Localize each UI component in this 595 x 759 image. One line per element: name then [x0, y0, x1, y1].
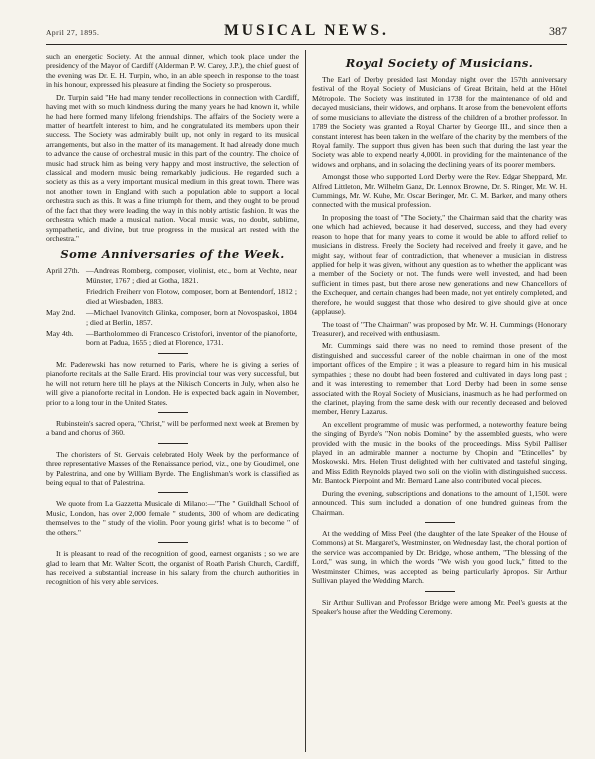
article-paragraph: Mr. Cummings said there was no need to remind those present of the distinguished and successful career of the noble chairman in one of the most important offices of the Empire ; it was a pleasure to regard him in his musical sympathies ; these no doubt had been fostered and cultivated in days long past ; and it was interesting to remember that Lord Derby had been in some sense associated with the Royal Society of Musicians, inasmuch as he had performed on the clarinet, playing from the same desk with our recently deceased and beloved member, Henry Lazarus.	[312, 341, 567, 417]
anniversary-entry	[46, 287, 299, 306]
separator-rule	[158, 492, 188, 493]
article-paragraph: such an energetic Society. At the annual dinner, which took place under the presidency of the Mayor of Cardiff (Alderman P. W. Carey, J.P.), the chief guest of the evening was Dr. E. H. Turpin, who, in an able speech in response to the toast in his honour, expressed his pleasure at finding the Society so prosperous.	[46, 52, 299, 90]
news-item: Rubinstein's sacred opera, "Christ," will be performed next week at Bremen by a band and chorus of 360.	[46, 418, 299, 438]
anniversary-date: April 27th.	[46, 266, 80, 276]
left-column	[46, 52, 299, 752]
page-number: 387	[549, 24, 567, 38]
column-divider	[305, 50, 306, 752]
article-paragraph: An excellent programme of music was performed, a noteworthy feature being the singing of Byrde's "Non nobis Domine" by the assembled guests, who were provided with the music in the books of the proceedings. Miss Sybil Palliser played in an admirable manner a nocturne by Chopin and "Etincelles" by Moskowski. Mrs. Helen Trust delighted with her cultivated and tasteful singing, and Miss Edith Reynolds played two soli on the violin with distinguished success. Mr. Bantock Pierpoint and Mr. Bernard Lane also contributed vocal pieces.	[312, 419, 567, 486]
anniversary-entry	[46, 308, 299, 327]
issue-date: April 27, 1895.	[46, 28, 100, 37]
news-item: At the wedding of Miss Peel (the daughter of the late Speaker of the House of Commons) at St. Margaret's, Westminster, on Wednesday last, the choral portion of the service was accompanied by Dr. Bridge, whose anthem, "The blessing of the Lord," was sung, in which the words "We wish you good luck," fitted to the Westminster Chimes, was accepted as being particularly àpropos. Sir Arthur Sullivan played the Wedding March.	[312, 528, 567, 586]
section-heading-anniversaries: Some Anniversaries of the Week.	[60, 247, 285, 262]
anniversary-text: —Andreas Romberg, composer, violinist, etc., born at Vechte, near Münster, 1767 ; died at Gotha, 1821.	[86, 266, 297, 285]
separator-rule	[158, 353, 188, 354]
news-item: We quote from La Gazzetta Musicale di Milano:—"The " Guildhall School of Music, London, has over 2,000 female " students, 300 of whom are dedicating themselves to the " study of the violin. Poor young girls! what is to become " of the others."	[46, 499, 299, 537]
right-column	[312, 52, 567, 752]
section-heading-royal-society: Royal Society of Musicians.	[345, 56, 534, 70]
anniversary-text: —Michael Ivanovitch Glinka, composer, born at Novospaskoi, 1804 ; died at Berlin, 1857.	[86, 308, 297, 327]
article-paragraph: During the evening, subscriptions and donations to the amount of 1,150l. were announced. This sum included a donation of one hundred guineas from the Chairman.	[312, 488, 567, 517]
news-item: Mr. Paderewski has now returned to Paris, where he is giving a series of pianoforte recitals at the Salle Erard. His provincial tour was very successful, but he will not return here till he plays at the Nikisch Concerts in July, when also he will give a pianoforte recital in London. He is expected back again in November, prior to a long tour in the United States.	[46, 359, 299, 407]
anniversary-entry	[46, 329, 299, 348]
article-paragraph: The toast of "The Chairman" was proposed by Mr. W. H. Cummings (Honorary Treasurer), and received with enthusiasm.	[312, 319, 567, 338]
anniversary-date: May 4th.	[46, 328, 74, 338]
anniversary-date: May 2nd.	[46, 308, 76, 318]
anniversary-text: Friedrich Freiherr von Flotow, composer, born at Bentendorf, 1812 ; died at Wiesbaden, 1883.	[86, 287, 297, 306]
article-paragraph: The Earl of Derby presided last Monday night over the 157th anniversary festival of the Royal Society of Musicians of Great Britain, held at the Hôtel Métropole. The Society was instituted in 1738 for the maintenance of old and decayed musicians, their widows, and orphans. It arose from the benevolent efforts of some musicians to alleviate the distress of the children of a brother professor. In 1789 the Society was granted a Royal Charter by George III., and since then a constant interest has been taken in the welfare of the charity by the members of the Royal family. The support thus given has been such that during the last year the Society was able to expend nearly 4,000l. in providing for the maintenance of the widows and orphans, and in solacing the declining years of its poorer members.	[312, 75, 567, 169]
separator-rule	[425, 522, 455, 523]
separator-rule	[158, 443, 188, 444]
article-paragraph: Amongst those who supported Lord Derby were the Rev. Edgar Sheppard, Mr. Alfred Littleton, Mr. Wilhelm Ganz, Dr. Lennox Browne, Dr. S. Ringer, Mr. W. H. Cummings, Mr. W. Kuhe, Mr. Oscar Beringer, Mr. C. M. Barker, and many others connected with the musical profession.	[312, 172, 567, 210]
separator-rule	[425, 591, 455, 592]
article-paragraph: In proposing the toast of "The Society," the Chairman said that the charity was one which had achieved, because it had deserved, success, and they had every reason to hope that for many years to come it would be able to afford relief to musicians in distress. Freely the Society had received and freely it gave, and he might say, without fear of contradiction, that whenever a musician in distress applied for help it was given, without any question as to whether the applicant was a member of the Society or not. The funds were well invested, and had been sufficient in times past, but there arose new generations and new Chancellors of the Exchequer, and certain changes had been made, not yet entirely completed, and therefore, he would suggest that those who desired to give should give at once (applause).	[312, 212, 567, 317]
separator-rule	[158, 412, 188, 413]
separator-rule	[158, 542, 188, 543]
anniversary-entry	[46, 266, 299, 285]
news-item: The choristers of St. Gervais celebrated Holy Week by the performance of three representative Masses of the Renaissance period, viz., one by Goudimel, one by Palestrina, and one by William Byrde. The Englishman's work is classified as being equal to that of Palestrina.	[46, 449, 299, 488]
anniversary-text: —Bartholommeo di Francesco Cristofori, inventor of the pianoforte, born at Padua, 1655 ; died at Florence, 1731.	[86, 328, 297, 348]
page-header	[46, 22, 567, 45]
news-item: It is pleasant to read of the recognition of good, earnest organists ; so we are glad to learn that Mr. Walter Scott, the organist of Roath Parish Church, Cardiff, has received a substantial increase in his salary from the church authorities in recognition of his very able services.	[46, 549, 299, 587]
masthead-title: MUSICAL NEWS.	[224, 22, 389, 39]
article-paragraph: Dr. Turpin said "He had many tender recollections in connection with Cardiff, having met with so much kindness during the many years he had known it, while he had here formed many lifelong friendships. The affairs of the Society were a matter of heartfelt interest to him, and he congratulated its members upon their success. The Society was admirably built up, not only in regard to its musical arrangements, but also in the matter of its management. It had already done much to advance the cause of orchestral music in this part of the country. The choice of music had struck him as being very happy and most instructive, the selection of classical and modern music being remarkably judicious. He regarded such a society as this as a very important musical medium in this great town. There was not another town in England with such a population able to support a local orchestra such as this. It was a fine triumph for them, and they ought to be proud of the fact that they were leading the way in this nobly artistic fashion. It was the orchestra which made a musical nation. Vocal music was, no doubt, sublime, sympathetic, and divine, but true progress in the musical art rested with the orchestra."	[46, 92, 299, 244]
news-item: Sir Arthur Sullivan and Professor Bridge were among Mr. Peel's guests at the Speaker's house after the Wedding Ceremony.	[312, 597, 567, 616]
